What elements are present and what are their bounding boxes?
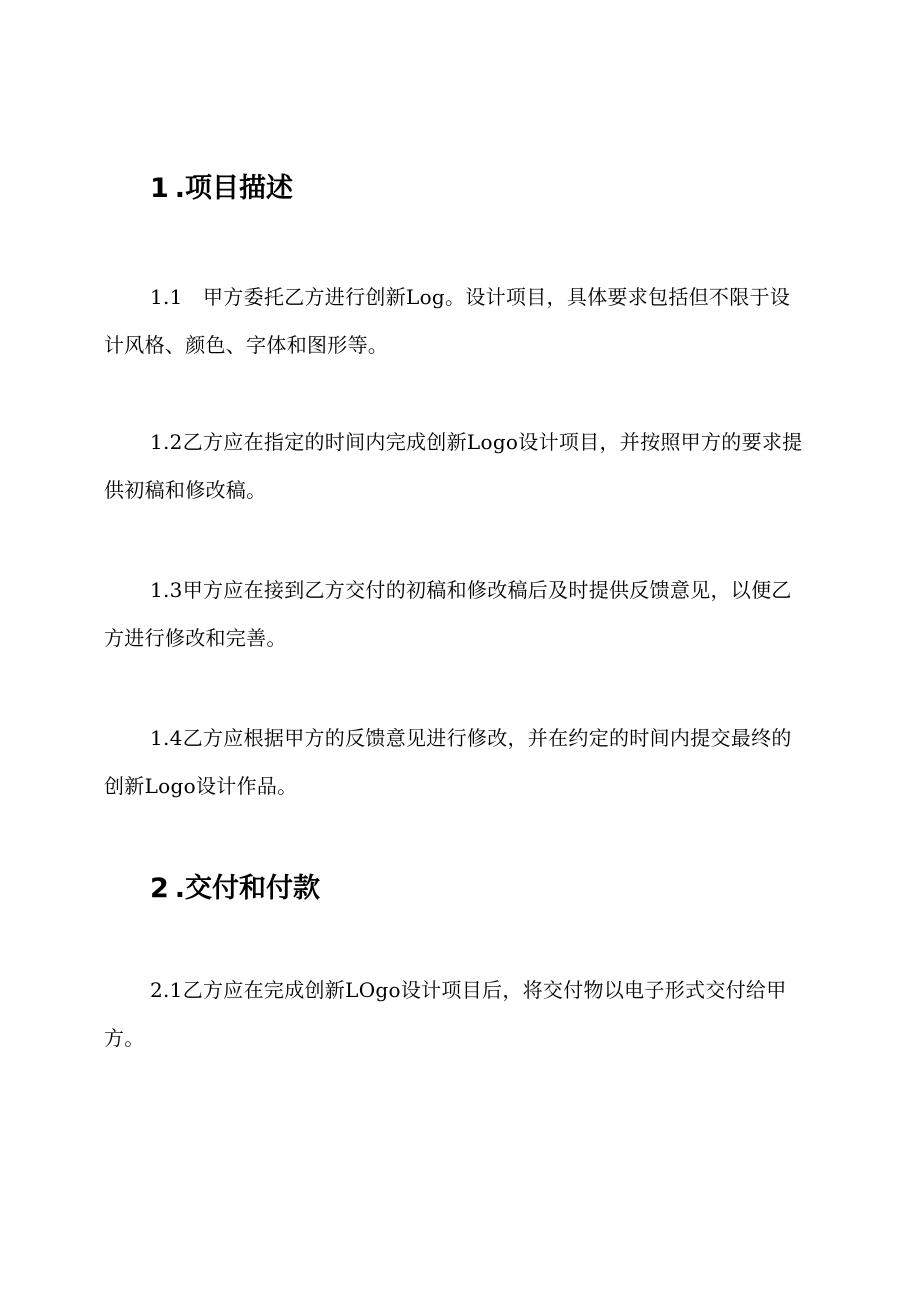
clause-2-1: 2.1乙方应在完成创新LOgo设计项目后，将交付物以电子形式交付给甲方。 [104, 978, 787, 1050]
clause-1-4: 1.4乙方应根据甲方的反馈意见进行修改，并在约定的时间内提交最终的创新Logo设计作品。 [104, 726, 792, 798]
section-2-heading [150, 871, 320, 907]
clause-1-2: 1.2乙方应在指定的时间内完成创新Logo设计项目，并按照甲方的要求提供初稿和修改稿。 [104, 430, 803, 502]
clause-1-1: 1.1 甲方委托乙方进行创新Log。设计项目，具体要求包括但不限于设计风格、颜色、字体和图形等。 [104, 285, 791, 357]
clause-1-3: 1.3甲方应在接到乙方交付的初稿和修改稿后及时提供反馈意见，以便乙方进行修改和完善。 [104, 578, 792, 650]
section-1-number: 1 [150, 173, 169, 204]
section-2-title: .交付和付款 [174, 873, 321, 904]
section-2-number: 2 [150, 873, 169, 904]
section-1-heading [150, 171, 293, 207]
section-1-title: .项目描述 [174, 173, 294, 204]
